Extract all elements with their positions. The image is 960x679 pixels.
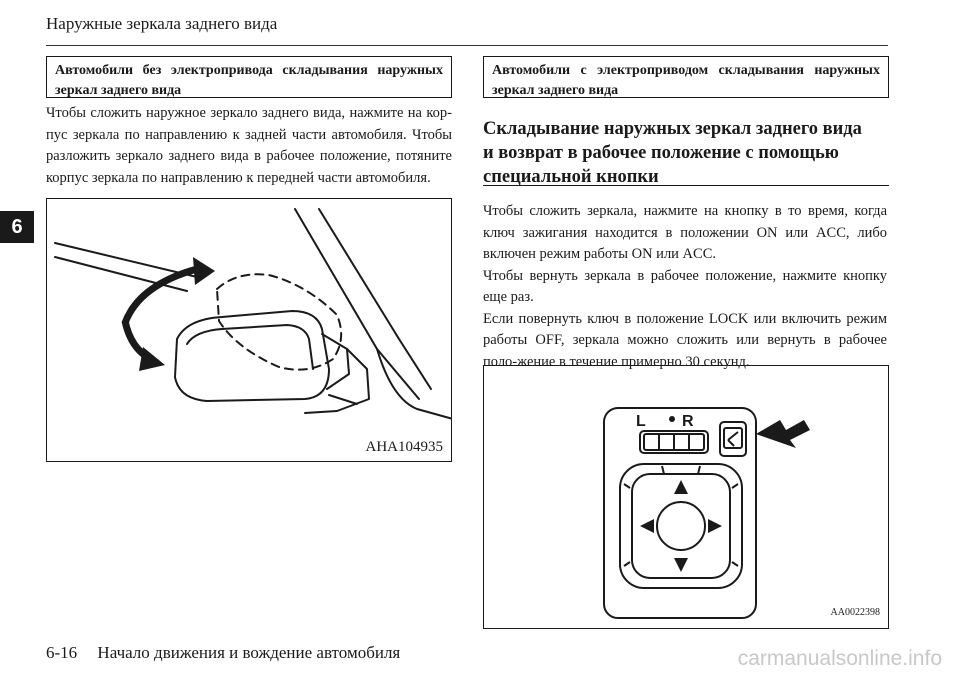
subheading-line: специальной кнопки: [483, 167, 659, 187]
page-number: 6-16: [46, 643, 78, 662]
page-header-title: Наружные зеркала заднего вида: [46, 14, 278, 33]
right-paragraphs: [483, 201, 887, 373]
left-mirror-label: L: [636, 413, 646, 430]
subheading-line: Складывание наружных зеркал заднего вида: [483, 119, 862, 139]
mirror-switch-illustration: [484, 366, 889, 629]
subheading-line: и возврат в рабочее положение с помощью: [483, 143, 839, 163]
watermark: carmanualsonline.info: [737, 647, 942, 670]
left-section-box-title: Автомобили без электропривода складывания наружных зеркал заднего вида: [46, 56, 452, 98]
mirror-folding-figure: [46, 198, 452, 462]
paragraph-return-instructions: Чтобы вернуть зеркала в рабочее положение, нажмите кнопку еще раз.: [483, 267, 887, 305]
left-figure-code: AHA104935: [365, 439, 443, 455]
chapter-tab: 6: [0, 211, 34, 243]
paragraph-fold-instructions: Чтобы сложить зеркала, нажмите на кнопку в то время, когда ключ зажигания находится в положении ON или ACC, либо включен режим работы ON или ACC.: [483, 203, 887, 262]
footer-section-title: Начало движения и вождение автомобиля: [97, 643, 401, 662]
header-divider: [46, 45, 888, 46]
mirror-illustration: [47, 199, 452, 462]
right-mirror-label: R: [682, 413, 694, 430]
subheading-divider: [483, 185, 889, 186]
left-paragraph: Чтобы сложить наружное зеркало заднего вида, нажмите на кор-пус зеркала по направлению к задней части автомобиля. Чтобы разложить зеркало заднего вида в рабочее положение, потяните корпус зеркала по направлению к передней части автомобиля.: [46, 105, 452, 186]
paragraph-lock-note: Если повернуть ключ в положение LOCK или включить режим работы OFF, зеркала можно сложить или вернуть в рабочее поло-жение в течение примерно 30 секунд.: [483, 310, 887, 370]
page-footer: [46, 643, 400, 663]
right-figure-code: AA0022398: [830, 607, 880, 618]
right-section-box-title: Автомобили с электроприводом складывания наружных зеркал заднего вида: [483, 56, 889, 98]
section-subheading: [483, 117, 889, 189]
mirror-switch-figure: [483, 365, 889, 629]
